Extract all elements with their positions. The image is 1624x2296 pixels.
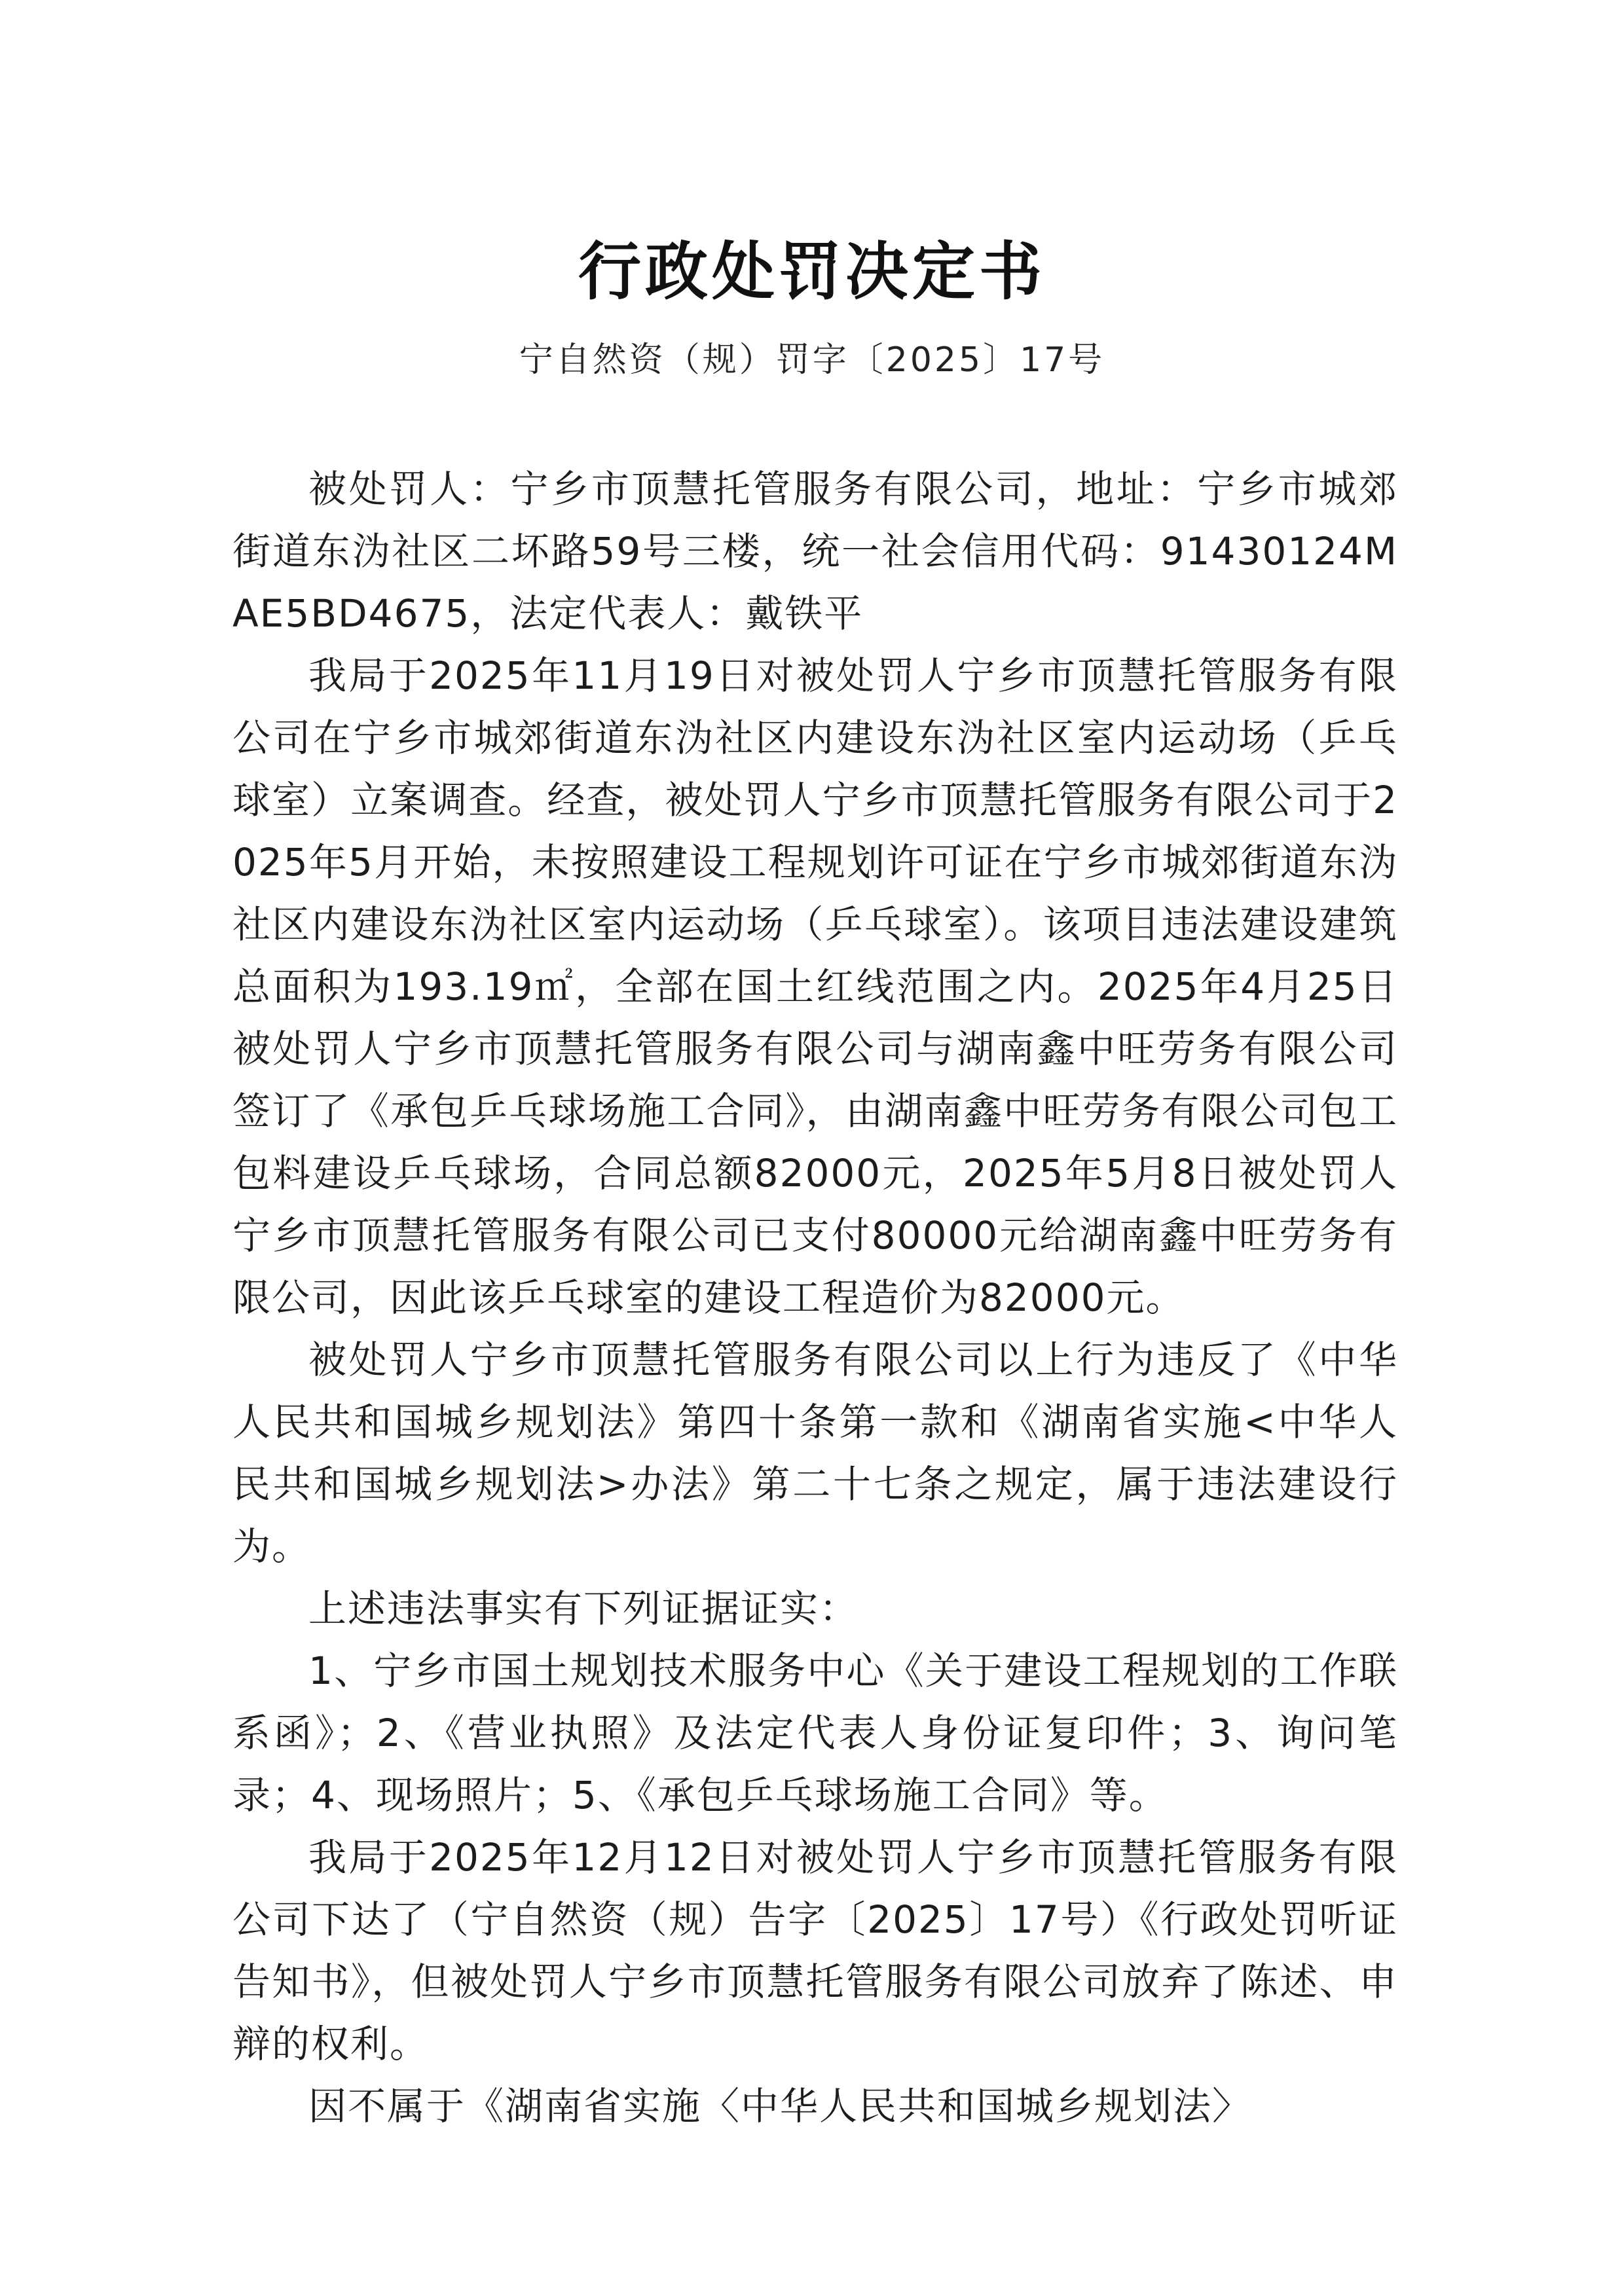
paragraph-hearing-notice: 我局于2025年12月12日对被处罚人宁乡市顶慧托管服务有限公司下达了（宁自然资（规）告字〔2025〕17号）《行政处罚听证告知书》，但被处罚人宁乡市顶慧托管服务有限公司放弃了陈述、申辩的权利。 xyxy=(232,1835,1398,2066)
paragraph-evidence-list: 1、宁乡市国土规划技术服务中心《关于建设工程规划的工作联系函》；2、《营业执照》及法定代表人身份证复印件；3、询问笔录；4、现场照片；5、《承包乒乓球场施工合同》等。 xyxy=(232,1649,1398,1817)
paragraph-exemption: 因不属于《湖南省实施〈中华人民共和国城乡规划法〉 xyxy=(308,2084,1252,2128)
document-number: 宁自然资（规）罚字〔2025〕17号 xyxy=(519,340,1105,380)
document-title: 行政处罚决定书 xyxy=(578,234,1046,308)
paragraph-party-info: 被处罚人：宁乡市顶慧托管服务有限公司，地址：宁乡市城郊街道东沩社区二坏路59号三楼，统一社会信用代码：91430124MAE5BD4675，法定代表人：戴铁平 xyxy=(232,467,1398,636)
document-body xyxy=(232,458,1398,2138)
paragraph-violation: 被处罚人宁乡市顶慧托管服务有限公司以上行为违反了《中华人民共和国城乡规划法》第四十条第一款和《湖南省实施<中华人民共和国城乡规划法>办法》第二十七条之规定，属于违法建设行为。 xyxy=(232,1338,1398,1569)
paragraph-investigation: 我局于2025年11月19日对被处罚人宁乡市顶慧托管服务有限公司在宁乡市城郊街道东沩社区内建设东沩社区室内运动场（乒乓球室）立案调查。经查，被处罚人宁乡市顶慧托管服务有限公司于2025年5月开始，未按照建设工程规划许可证在宁乡市城郊街道东沩社区内建设东沩社区室内运动场（乒乓球室）。该项目违法建设建筑总面积为193.19㎡，全部在国土红线范围之内。2025年4月25日被处罚人宁乡市顶慧托管服务有限公司与湖南鑫中旺劳务有限公司签订了《承包乒乓球场施工合同》，由湖南鑫中旺劳务有限公司包工包料建设乒乓球场，合同总额82000元，2025年5月8日被处罚人宁乡市顶慧托管服务有限公司已支付80000元给湖南鑫中旺劳务有限公司，因此该乒乓球室的建设工程造价为82000元。 xyxy=(232,653,1398,1320)
paragraph-evidence-intro: 上述违法事实有下列证据证实： xyxy=(308,1586,859,1631)
